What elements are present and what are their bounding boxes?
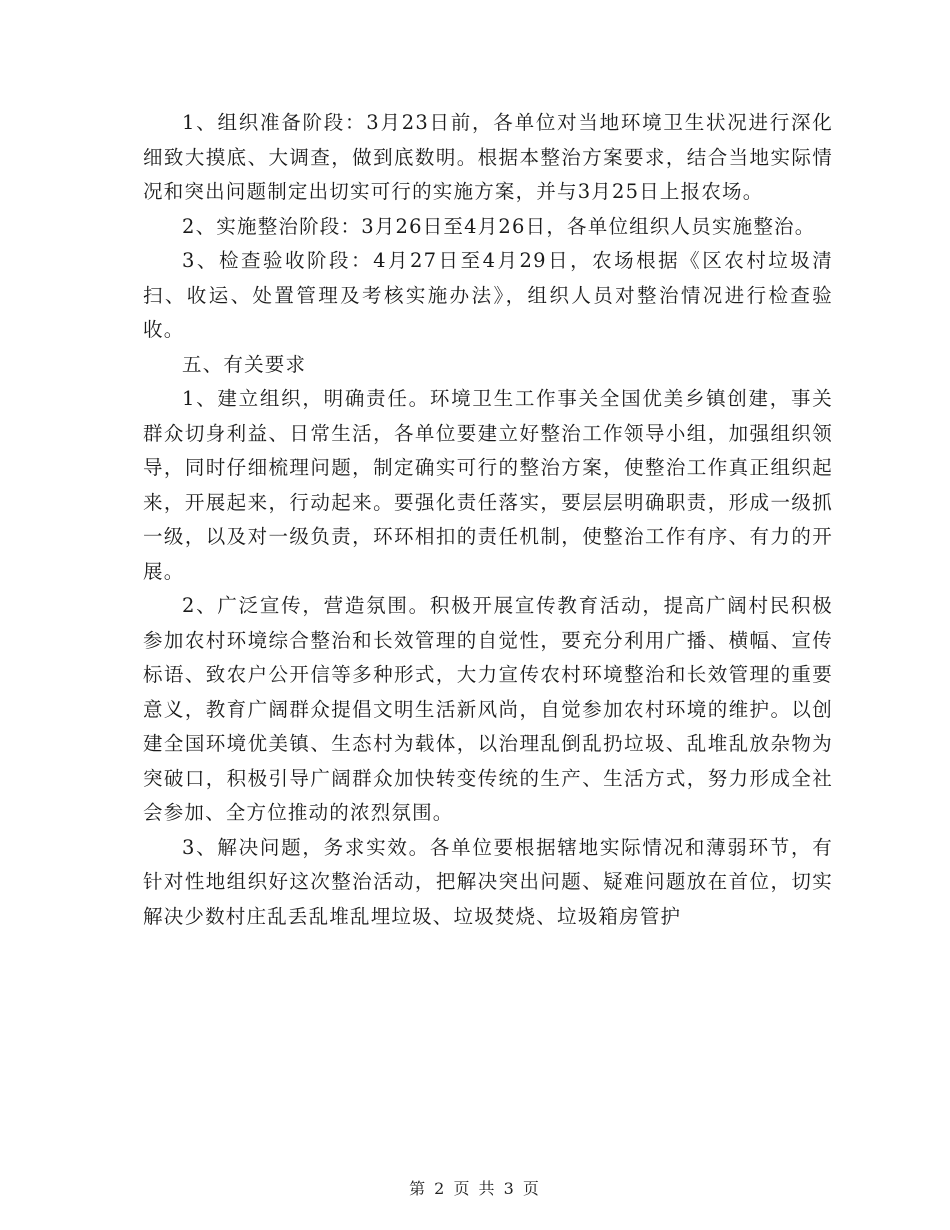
section-heading-requirements: 五、有关要求 (182, 352, 307, 376)
paragraph-stage-preparation: 1、组织准备阶段：3月23日前，各单位对当地环境卫生状况进行深化细致大摸底、大调查，做到底数明。根据本整治方案要求，结合当地实际情况和突出问题制定出切实可行的实施方案，并与3月25日上报农场。 (143, 111, 833, 203)
document-body (143, 106, 833, 934)
paragraph-stage-implementation: 2、实施整治阶段：3月26日至4月26日，各单位组织人员实施整治。 (182, 214, 816, 238)
paragraph-requirement-organization: 1、建立组织，明确责任。环境卫生工作事关全国优美乡镇创建，事关群众切身利益、日常生活，各单位要建立好整治工作领导小组，加强组织领导，同时仔细梳理问题，制定确实可行的整治方案，使整治工作真正组织起来，开展起来，行动起来。要强化责任落实，要层层明确职责，形成一级抓一级，以及对一级负责，环环相扣的责任机制，使整治工作有序、有力的开展。 (143, 387, 833, 583)
paragraph-stage-inspection: 3、检查验收阶段：4月27日至4月29日，农场根据《区农村垃圾清扫、收运、处置管理及考核实施办法》，组织人员对整治情况进行检查验收。 (143, 249, 833, 341)
paragraph-requirement-publicity: 2、广泛宣传，营造氛围。积极开展宣传教育活动，提高广阔村民积极参加农村环境综合整治和长效管理的自觉性，要充分利用广播、横幅、宣传标语、致农户公开信等多种形式，大力宣传农村环境整治和长效管理的重要意义，教育广阔群众提倡文明生活新风尚，自觉参加农村环境的维护。以创建全国环境优美镇、生态村为载体，以治理乱倒乱扔垃圾、乱堆乱放杂物为突破口，积极引导广阔群众加快转变传统的生产、生活方式，努力形成全社会参加、全方位推动的浓烈氛围。 (143, 594, 833, 824)
page-footer: 第 2 页 共 3 页 (409, 1179, 541, 1198)
paragraph-requirement-problem-solving: 3、解决问题，务求实效。各单位要根据辖地实际情况和薄弱环节，有针对性地组织好这次整治活动，把解决突出问题、疑难问题放在首位，切实解决少数村庄乱丢乱堆乱埋垃圾、垃圾焚烧、垃圾箱房管护 (143, 835, 833, 928)
